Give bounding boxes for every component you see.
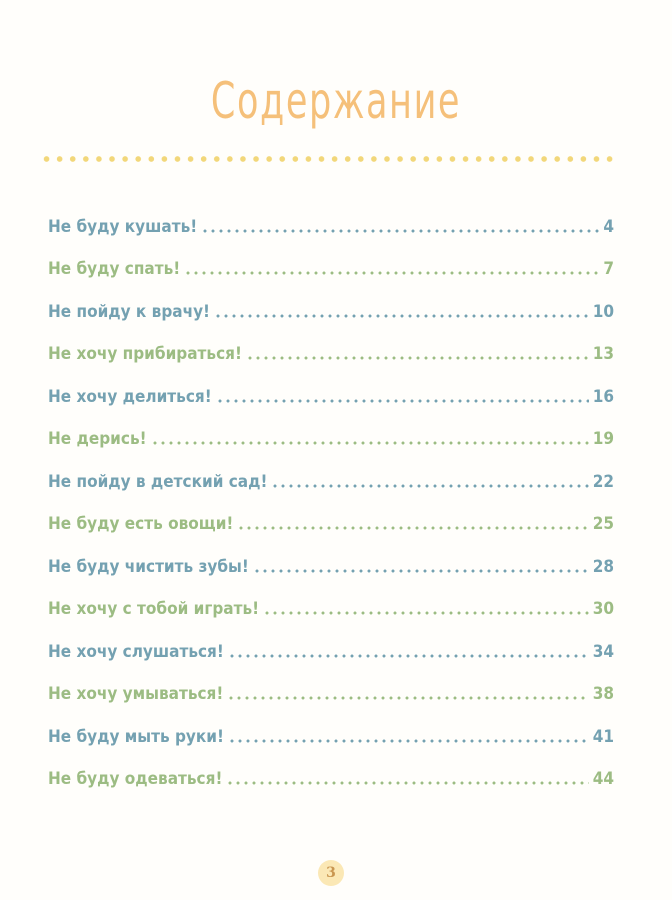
toc-entry-page: 34	[592, 641, 614, 662]
toc-entry-title: Не хочу прибираться!	[48, 344, 242, 364]
toc-entry-title: Не хочу слушаться!	[48, 641, 224, 662]
dot-leader	[184, 271, 599, 275]
dot-leader	[253, 569, 589, 573]
page-number-badge: 3	[318, 860, 344, 886]
toc-entry-title: Не буду мыть руки!	[48, 726, 224, 747]
toc-entry[interactable]	[48, 620, 614, 663]
toc-entry-page: 7	[603, 259, 614, 279]
toc-entry[interactable]	[48, 280, 614, 323]
toc-entry-page: 16	[592, 386, 614, 407]
toc-entry-title: Не буду одеваться!	[48, 769, 223, 789]
dot-leader	[201, 229, 599, 233]
toc-entry-page: 38	[592, 684, 614, 704]
toc-entry-title: Не хочу с тобой играть!	[48, 599, 260, 619]
toc-entry[interactable]	[48, 450, 614, 493]
dot-leader	[228, 739, 589, 743]
toc-entry[interactable]	[48, 323, 614, 366]
dot-leader	[237, 526, 588, 530]
dot-leader	[227, 696, 588, 700]
toc-entry[interactable]	[48, 705, 614, 748]
toc-entry-page: 30	[592, 599, 614, 619]
toc-entry-title: Не хочу делиться!	[48, 386, 212, 407]
toc-entry[interactable]	[48, 535, 614, 578]
toc-entry-page: 22	[592, 471, 614, 492]
toc-entry[interactable]	[48, 238, 614, 281]
dot-leader	[228, 654, 589, 658]
dot-leader	[226, 781, 588, 785]
dotted-divider	[40, 155, 616, 163]
toc-entry-page: 19	[592, 429, 614, 449]
dot-leader	[214, 314, 589, 318]
toc-entry[interactable]	[48, 578, 614, 621]
dot-leader	[216, 399, 589, 403]
toc-entry[interactable]	[48, 493, 614, 536]
toc-entry-page: 10	[592, 301, 614, 322]
dot-leader	[151, 441, 589, 445]
toc-entry-page: 4	[603, 216, 614, 237]
page-title: Содержание	[210, 72, 462, 130]
toc-entry[interactable]	[48, 365, 614, 408]
toc-entry[interactable]	[48, 748, 614, 791]
toc-entry[interactable]	[48, 663, 614, 706]
toc-entry-title: Не буду чистить зубы!	[48, 556, 249, 577]
dot-leader	[271, 484, 588, 488]
toc-entry-title: Не буду спать!	[48, 259, 181, 279]
toc-entry-title: Не пойду в детский сад!	[48, 471, 268, 492]
dot-leader	[246, 356, 589, 360]
toc-entry-page: 41	[592, 726, 614, 747]
toc-entry-title: Не буду есть овощи!	[48, 514, 234, 534]
toc-entry-title: Не буду кушать!	[48, 216, 198, 237]
toc-entry-title: Не дерись!	[48, 429, 147, 449]
toc-entry-title: Не пойду к врачу!	[48, 301, 211, 322]
toc-entry-page: 13	[592, 344, 614, 364]
table-of-contents	[48, 195, 614, 790]
toc-entry-page: 28	[592, 556, 614, 577]
toc-entry-page: 25	[592, 514, 614, 534]
toc-entry-title: Не хочу умываться!	[48, 684, 224, 704]
toc-entry[interactable]	[48, 195, 614, 238]
toc-entry-page: 44	[592, 769, 614, 789]
dot-leader	[263, 611, 589, 615]
toc-entry[interactable]	[48, 408, 614, 451]
